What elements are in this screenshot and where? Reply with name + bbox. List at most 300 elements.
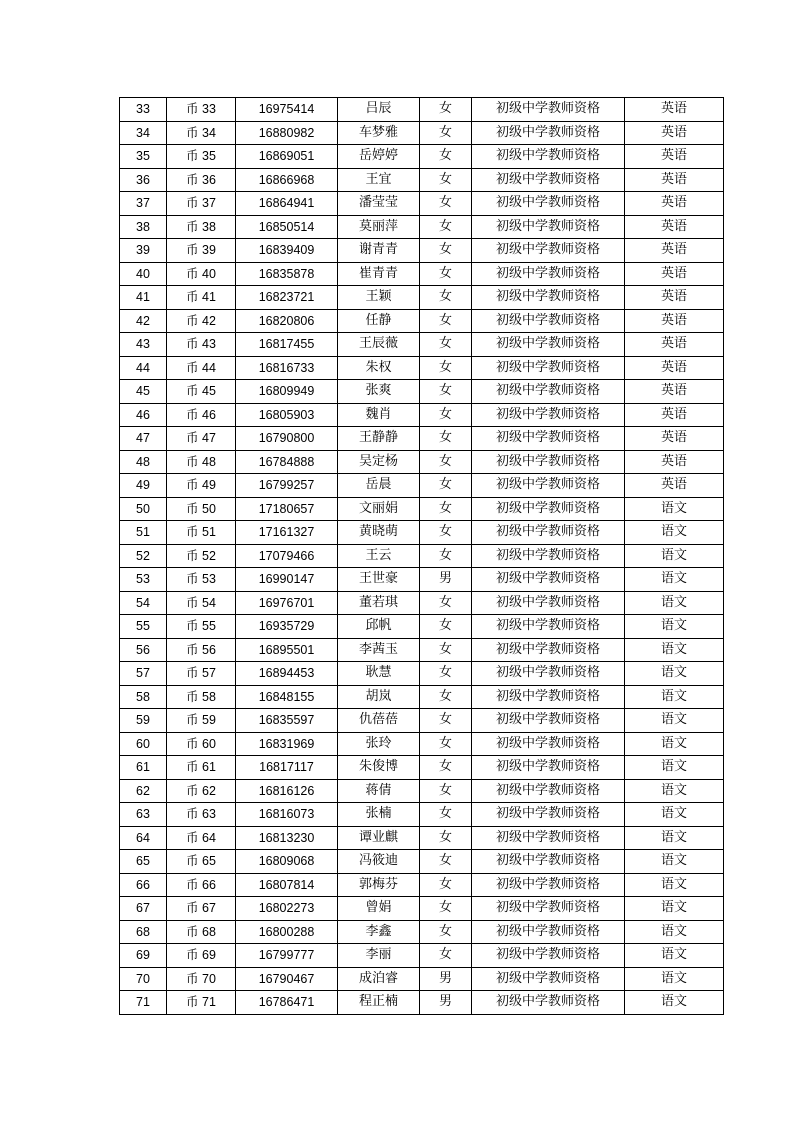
cell-subject: 语文: [625, 521, 724, 545]
cell-gender: 女: [420, 215, 472, 239]
cell-name: 王云: [338, 544, 420, 568]
cell-name: 朱权: [338, 356, 420, 380]
cell-gender: 女: [420, 756, 472, 780]
cell-id-number: 16784888: [236, 450, 338, 474]
cell-gender: 女: [420, 591, 472, 615]
cell-code: 币 69: [167, 944, 236, 968]
cell-id-number: 16809068: [236, 850, 338, 874]
cell-seq-number: 56: [120, 638, 167, 662]
cell-id-number: 16799257: [236, 474, 338, 498]
cell-gender: 男: [420, 967, 472, 991]
table-row: [120, 826, 724, 850]
cell-name: 谢青青: [338, 239, 420, 263]
cell-gender: 女: [420, 450, 472, 474]
cell-name: 李茜玉: [338, 638, 420, 662]
cell-subject: 英语: [625, 215, 724, 239]
cell-id-number: 16816073: [236, 803, 338, 827]
cell-name: 王颖: [338, 286, 420, 310]
cell-code: 币 65: [167, 850, 236, 874]
cell-code: 币 44: [167, 356, 236, 380]
table-row: [120, 732, 724, 756]
cell-name: 王静静: [338, 427, 420, 451]
cell-name: 车梦雅: [338, 121, 420, 145]
cell-id-number: 16820806: [236, 309, 338, 333]
cell-seq-number: 52: [120, 544, 167, 568]
cell-id-number: 16869051: [236, 145, 338, 169]
cell-gender: 女: [420, 779, 472, 803]
cell-certificate: 初级中学教师资格: [472, 427, 625, 451]
cell-subject: 语文: [625, 662, 724, 686]
table-row: [120, 521, 724, 545]
cell-seq-number: 33: [120, 98, 167, 122]
cell-certificate: 初级中学教师资格: [472, 98, 625, 122]
cell-subject: 语文: [625, 615, 724, 639]
table-row: [120, 568, 724, 592]
cell-id-number: 16800288: [236, 920, 338, 944]
cell-name: 张楠: [338, 803, 420, 827]
table-row: [120, 474, 724, 498]
table-row: [120, 356, 724, 380]
cell-code: 币 59: [167, 709, 236, 733]
cell-subject: 语文: [625, 991, 724, 1015]
cell-gender: 女: [420, 192, 472, 216]
cell-id-number: 16799777: [236, 944, 338, 968]
cell-seq-number: 38: [120, 215, 167, 239]
cell-name: 成泊睿: [338, 967, 420, 991]
cell-certificate: 初级中学教师资格: [472, 803, 625, 827]
cell-code: 币 61: [167, 756, 236, 780]
cell-id-number: 16990147: [236, 568, 338, 592]
cell-seq-number: 44: [120, 356, 167, 380]
table-row: [120, 779, 724, 803]
cell-subject: 语文: [625, 685, 724, 709]
cell-id-number: 16809949: [236, 380, 338, 404]
table-row: [120, 615, 724, 639]
cell-seq-number: 60: [120, 732, 167, 756]
cell-certificate: 初级中学教师资格: [472, 991, 625, 1015]
cell-id-number: 16816126: [236, 779, 338, 803]
cell-gender: 女: [420, 873, 472, 897]
cell-gender: 女: [420, 638, 472, 662]
cell-name: 王宜: [338, 168, 420, 192]
cell-gender: 女: [420, 685, 472, 709]
cell-seq-number: 68: [120, 920, 167, 944]
cell-id-number: 16839409: [236, 239, 338, 263]
cell-certificate: 初级中学教师资格: [472, 192, 625, 216]
cell-gender: 男: [420, 568, 472, 592]
table-row: [120, 262, 724, 286]
cell-gender: 女: [420, 497, 472, 521]
cell-seq-number: 65: [120, 850, 167, 874]
cell-code: 币 51: [167, 521, 236, 545]
cell-certificate: 初级中学教师资格: [472, 521, 625, 545]
table-row: [120, 239, 724, 263]
cell-certificate: 初级中学教师资格: [472, 897, 625, 921]
table-row: [120, 333, 724, 357]
cell-seq-number: 37: [120, 192, 167, 216]
cell-gender: 女: [420, 309, 472, 333]
cell-seq-number: 43: [120, 333, 167, 357]
cell-code: 币 35: [167, 145, 236, 169]
cell-seq-number: 61: [120, 756, 167, 780]
cell-code: 币 70: [167, 967, 236, 991]
cell-id-number: 16823721: [236, 286, 338, 310]
cell-gender: 女: [420, 615, 472, 639]
cell-code: 币 57: [167, 662, 236, 686]
table-row: [120, 967, 724, 991]
cell-seq-number: 49: [120, 474, 167, 498]
cell-gender: 女: [420, 474, 472, 498]
cell-subject: 英语: [625, 309, 724, 333]
cell-subject: 语文: [625, 756, 724, 780]
cell-code: 币 52: [167, 544, 236, 568]
cell-code: 币 33: [167, 98, 236, 122]
cell-certificate: 初级中学教师资格: [472, 239, 625, 263]
cell-code: 币 48: [167, 450, 236, 474]
cell-code: 币 53: [167, 568, 236, 592]
table-row: [120, 544, 724, 568]
table-row: [120, 756, 724, 780]
cell-subject: 语文: [625, 568, 724, 592]
table-row: [120, 450, 724, 474]
cell-subject: 英语: [625, 286, 724, 310]
cell-gender: 女: [420, 145, 472, 169]
cell-gender: 女: [420, 897, 472, 921]
cell-id-number: 16813230: [236, 826, 338, 850]
cell-name: 蒋倩: [338, 779, 420, 803]
cell-gender: 女: [420, 709, 472, 733]
table-row: [120, 380, 724, 404]
cell-subject: 英语: [625, 192, 724, 216]
cell-code: 币 54: [167, 591, 236, 615]
cell-subject: 英语: [625, 145, 724, 169]
cell-certificate: 初级中学教师资格: [472, 709, 625, 733]
cell-name: 潘莹莹: [338, 192, 420, 216]
table-row: [120, 145, 724, 169]
cell-id-number: 16835597: [236, 709, 338, 733]
cell-certificate: 初级中学教师资格: [472, 779, 625, 803]
cell-seq-number: 62: [120, 779, 167, 803]
cell-gender: 女: [420, 662, 472, 686]
table-row: [120, 685, 724, 709]
cell-gender: 女: [420, 356, 472, 380]
table-row: [120, 427, 724, 451]
cell-id-number: 16831969: [236, 732, 338, 756]
cell-subject: 语文: [625, 873, 724, 897]
cell-certificate: 初级中学教师资格: [472, 403, 625, 427]
cell-id-number: 16802273: [236, 897, 338, 921]
cell-gender: 女: [420, 286, 472, 310]
table-row: [120, 192, 724, 216]
cell-gender: 女: [420, 850, 472, 874]
cell-certificate: 初级中学教师资格: [472, 662, 625, 686]
cell-seq-number: 54: [120, 591, 167, 615]
table-row: [120, 638, 724, 662]
cell-seq-number: 63: [120, 803, 167, 827]
cell-certificate: 初级中学教师资格: [472, 615, 625, 639]
cell-subject: 语文: [625, 920, 724, 944]
cell-gender: 女: [420, 98, 472, 122]
cell-id-number: 16817117: [236, 756, 338, 780]
cell-code: 币 38: [167, 215, 236, 239]
cell-name: 张爽: [338, 380, 420, 404]
cell-gender: 女: [420, 544, 472, 568]
cell-code: 币 64: [167, 826, 236, 850]
cell-gender: 女: [420, 920, 472, 944]
cell-subject: 语文: [625, 803, 724, 827]
cell-code: 币 56: [167, 638, 236, 662]
cell-certificate: 初级中学教师资格: [472, 685, 625, 709]
cell-name: 崔青青: [338, 262, 420, 286]
cell-id-number: 16880982: [236, 121, 338, 145]
cell-code: 币 68: [167, 920, 236, 944]
cell-gender: 女: [420, 521, 472, 545]
cell-subject: 语文: [625, 967, 724, 991]
cell-id-number: 17161327: [236, 521, 338, 545]
cell-id-number: 16807814: [236, 873, 338, 897]
cell-id-number: 16895501: [236, 638, 338, 662]
cell-certificate: 初级中学教师资格: [472, 168, 625, 192]
cell-seq-number: 67: [120, 897, 167, 921]
cell-id-number: 16790800: [236, 427, 338, 451]
cell-id-number: 16975414: [236, 98, 338, 122]
cell-seq-number: 41: [120, 286, 167, 310]
table-row: [120, 709, 724, 733]
cell-name: 张玲: [338, 732, 420, 756]
table-row: [120, 897, 724, 921]
cell-code: 币 63: [167, 803, 236, 827]
roster-body: [120, 98, 724, 1015]
cell-code: 币 49: [167, 474, 236, 498]
cell-name: 王世豪: [338, 568, 420, 592]
table-row: [120, 662, 724, 686]
cell-subject: 语文: [625, 497, 724, 521]
cell-name: 邱帆: [338, 615, 420, 639]
cell-gender: 女: [420, 732, 472, 756]
cell-id-number: 16866968: [236, 168, 338, 192]
cell-seq-number: 58: [120, 685, 167, 709]
table-row: [120, 920, 724, 944]
cell-name: 郭梅芬: [338, 873, 420, 897]
cell-name: 胡岚: [338, 685, 420, 709]
cell-name: 莫丽萍: [338, 215, 420, 239]
cell-name: 曾娟: [338, 897, 420, 921]
cell-certificate: 初级中学教师资格: [472, 333, 625, 357]
cell-id-number: 16786471: [236, 991, 338, 1015]
cell-code: 币 39: [167, 239, 236, 263]
cell-code: 币 50: [167, 497, 236, 521]
cell-certificate: 初级中学教师资格: [472, 591, 625, 615]
cell-id-number: 16848155: [236, 685, 338, 709]
cell-seq-number: 70: [120, 967, 167, 991]
table-row: [120, 98, 724, 122]
cell-gender: 女: [420, 427, 472, 451]
cell-name: 程正楠: [338, 991, 420, 1015]
table-row: [120, 803, 724, 827]
cell-subject: 英语: [625, 168, 724, 192]
cell-seq-number: 36: [120, 168, 167, 192]
cell-subject: 英语: [625, 121, 724, 145]
cell-code: 币 43: [167, 333, 236, 357]
cell-seq-number: 48: [120, 450, 167, 474]
cell-seq-number: 64: [120, 826, 167, 850]
cell-id-number: 16790467: [236, 967, 338, 991]
cell-code: 币 60: [167, 732, 236, 756]
cell-subject: 英语: [625, 474, 724, 498]
cell-id-number: 16850514: [236, 215, 338, 239]
cell-certificate: 初级中学教师资格: [472, 356, 625, 380]
cell-name: 仇蓓蓓: [338, 709, 420, 733]
cell-code: 币 34: [167, 121, 236, 145]
cell-seq-number: 55: [120, 615, 167, 639]
cell-seq-number: 46: [120, 403, 167, 427]
table-row: [120, 873, 724, 897]
cell-seq-number: 51: [120, 521, 167, 545]
cell-certificate: 初级中学教师资格: [472, 756, 625, 780]
table-row: [120, 850, 724, 874]
cell-name: 黄晓萌: [338, 521, 420, 545]
cell-gender: 男: [420, 991, 472, 1015]
cell-certificate: 初级中学教师资格: [472, 544, 625, 568]
cell-gender: 女: [420, 803, 472, 827]
cell-subject: 语文: [625, 638, 724, 662]
cell-gender: 女: [420, 239, 472, 263]
table-row: [120, 944, 724, 968]
roster-table: [119, 97, 724, 1015]
cell-name: 王辰薇: [338, 333, 420, 357]
cell-code: 币 37: [167, 192, 236, 216]
cell-gender: 女: [420, 168, 472, 192]
cell-id-number: 17180657: [236, 497, 338, 521]
cell-code: 币 41: [167, 286, 236, 310]
cell-id-number: 16805903: [236, 403, 338, 427]
cell-gender: 女: [420, 403, 472, 427]
cell-id-number: 17079466: [236, 544, 338, 568]
cell-certificate: 初级中学教师资格: [472, 497, 625, 521]
cell-name: 朱俊博: [338, 756, 420, 780]
cell-id-number: 16894453: [236, 662, 338, 686]
cell-subject: 语文: [625, 544, 724, 568]
cell-certificate: 初级中学教师资格: [472, 145, 625, 169]
cell-gender: 女: [420, 121, 472, 145]
cell-certificate: 初级中学教师资格: [472, 474, 625, 498]
cell-name: 任静: [338, 309, 420, 333]
cell-subject: 英语: [625, 356, 724, 380]
cell-name: 吕辰: [338, 98, 420, 122]
cell-subject: 英语: [625, 333, 724, 357]
cell-gender: 女: [420, 380, 472, 404]
cell-gender: 女: [420, 333, 472, 357]
cell-seq-number: 71: [120, 991, 167, 1015]
cell-code: 币 71: [167, 991, 236, 1015]
cell-certificate: 初级中学教师资格: [472, 850, 625, 874]
cell-seq-number: 47: [120, 427, 167, 451]
cell-name: 文丽娟: [338, 497, 420, 521]
cell-seq-number: 69: [120, 944, 167, 968]
cell-id-number: 16864941: [236, 192, 338, 216]
cell-subject: 语文: [625, 850, 724, 874]
cell-subject: 语文: [625, 732, 724, 756]
table-row: [120, 286, 724, 310]
cell-subject: 语文: [625, 897, 724, 921]
cell-seq-number: 53: [120, 568, 167, 592]
cell-name: 冯筱迪: [338, 850, 420, 874]
cell-seq-number: 39: [120, 239, 167, 263]
cell-code: 币 58: [167, 685, 236, 709]
cell-certificate: 初级中学教师资格: [472, 638, 625, 662]
cell-seq-number: 59: [120, 709, 167, 733]
cell-certificate: 初级中学教师资格: [472, 920, 625, 944]
table-row: [120, 309, 724, 333]
cell-gender: 女: [420, 944, 472, 968]
cell-certificate: 初级中学教师资格: [472, 873, 625, 897]
cell-certificate: 初级中学教师资格: [472, 215, 625, 239]
cell-gender: 女: [420, 826, 472, 850]
table-row: [120, 215, 724, 239]
cell-name: 李鑫: [338, 920, 420, 944]
cell-certificate: 初级中学教师资格: [472, 121, 625, 145]
cell-subject: 英语: [625, 239, 724, 263]
cell-subject: 英语: [625, 262, 724, 286]
table-row: [120, 991, 724, 1015]
cell-code: 币 42: [167, 309, 236, 333]
cell-subject: 语文: [625, 826, 724, 850]
cell-subject: 英语: [625, 98, 724, 122]
cell-certificate: 初级中学教师资格: [472, 826, 625, 850]
cell-name: 岳晨: [338, 474, 420, 498]
cell-certificate: 初级中学教师资格: [472, 568, 625, 592]
cell-subject: 英语: [625, 427, 724, 451]
cell-seq-number: 35: [120, 145, 167, 169]
cell-id-number: 16835878: [236, 262, 338, 286]
cell-name: 岳婷婷: [338, 145, 420, 169]
table-row: [120, 121, 724, 145]
cell-seq-number: 34: [120, 121, 167, 145]
table-row: [120, 403, 724, 427]
cell-name: 谭业麒: [338, 826, 420, 850]
cell-name: 吴定杨: [338, 450, 420, 474]
cell-certificate: 初级中学教师资格: [472, 450, 625, 474]
cell-subject: 英语: [625, 380, 724, 404]
cell-code: 币 55: [167, 615, 236, 639]
cell-certificate: 初级中学教师资格: [472, 309, 625, 333]
cell-subject: 语文: [625, 944, 724, 968]
cell-certificate: 初级中学教师资格: [472, 944, 625, 968]
cell-certificate: 初级中学教师资格: [472, 967, 625, 991]
cell-seq-number: 42: [120, 309, 167, 333]
cell-id-number: 16817455: [236, 333, 338, 357]
cell-code: 币 40: [167, 262, 236, 286]
cell-code: 币 46: [167, 403, 236, 427]
cell-name: 董若琪: [338, 591, 420, 615]
table-row: [120, 168, 724, 192]
cell-code: 币 66: [167, 873, 236, 897]
cell-subject: 语文: [625, 779, 724, 803]
table-row: [120, 497, 724, 521]
cell-seq-number: 50: [120, 497, 167, 521]
cell-seq-number: 40: [120, 262, 167, 286]
cell-subject: 语文: [625, 709, 724, 733]
cell-code: 币 67: [167, 897, 236, 921]
cell-code: 币 36: [167, 168, 236, 192]
cell-seq-number: 66: [120, 873, 167, 897]
table-row: [120, 591, 724, 615]
cell-id-number: 16935729: [236, 615, 338, 639]
cell-code: 币 62: [167, 779, 236, 803]
cell-name: 李丽: [338, 944, 420, 968]
cell-certificate: 初级中学教师资格: [472, 286, 625, 310]
cell-id-number: 16976701: [236, 591, 338, 615]
